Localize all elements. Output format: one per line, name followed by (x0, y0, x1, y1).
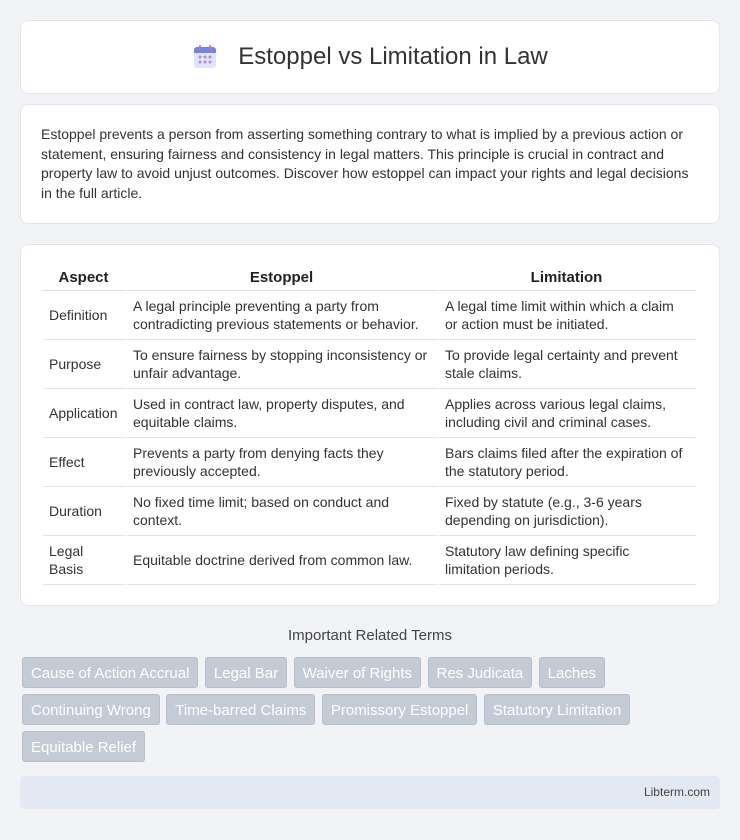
related-terms-list (22, 657, 722, 768)
page-title: Estoppel vs Limitation in Law (238, 43, 548, 70)
intro-card (20, 104, 720, 224)
footer-site-link[interactable]: Libterm.com (643, 785, 710, 799)
estoppel-cell: No fixed time limit; based on conduct and context. (127, 487, 439, 536)
limitation-cell: Fixed by statute (e.g., 3-6 years depending on jurisdiction). (439, 487, 697, 536)
aspect-cell: Application (43, 389, 127, 438)
limitation-cell: Bars claims filed after the expiration of the statutory period. (439, 438, 697, 487)
intro-text: Estoppel prevents a person from asserting something contrary to what is implied by a previous action or statement, ensuring fairness and consistency in legal matters. This principle is crucial in contract and property law to avoid unjust outcomes. Discover how estoppel can impact your rights and legal decisions in the full article. (41, 126, 689, 201)
estoppel-cell: To ensure fairness by stopping inconsistency or unfair advantage. (127, 340, 439, 389)
limitation-cell: To provide legal certainty and prevent stale claims. (439, 340, 697, 389)
header-card (20, 20, 720, 94)
table-row (43, 536, 697, 585)
table-row (43, 438, 697, 487)
estoppel-cell: A legal principle preventing a party from contradicting previous statements or behavior. (127, 291, 439, 340)
aspect-cell: Purpose (43, 340, 127, 389)
limitation-cell: A legal time limit within which a claim or action must be initiated. (439, 291, 697, 340)
estoppel-cell: Equitable doctrine derived from common law. (127, 536, 439, 585)
term-tag[interactable]: Continuing Wrong (22, 694, 160, 725)
related-terms-title: Important Related Terms (288, 627, 452, 644)
term-tag[interactable]: Res Judicata (428, 657, 533, 688)
comparison-table-card (20, 244, 720, 606)
footer (20, 776, 720, 809)
limitation-cell: Statutory law defining specific limitation periods. (439, 536, 697, 585)
term-tag[interactable]: Legal Bar (205, 657, 287, 688)
aspect-cell: Effect (43, 438, 127, 487)
header-aspect: Aspect (43, 265, 127, 291)
term-tag[interactable]: Waiver of Rights (294, 657, 421, 688)
term-tag[interactable]: Laches (539, 657, 605, 688)
estoppel-cell: Used in contract law, property disputes, and equitable claims. (127, 389, 439, 438)
table-row (43, 389, 697, 438)
comparison-table (43, 265, 697, 585)
aspect-cell: Duration (43, 487, 127, 536)
table-header-row (43, 265, 697, 291)
table-row (43, 487, 697, 536)
limitation-cell: Applies across various legal claims, including civil and criminal cases. (439, 389, 697, 438)
term-tag[interactable]: Promissory Estoppel (322, 694, 478, 725)
calendar-icon (192, 44, 218, 70)
header-estoppel: Estoppel (127, 265, 439, 291)
term-tag[interactable]: Cause of Action Accrual (22, 657, 198, 688)
header-limitation: Limitation (439, 265, 697, 291)
aspect-cell: Legal Basis (43, 536, 127, 585)
term-tag[interactable]: Equitable Relief (22, 731, 145, 762)
aspect-cell: Definition (43, 291, 127, 340)
term-tag[interactable]: Time-barred Claims (166, 694, 315, 725)
table-row (43, 291, 697, 340)
estoppel-cell: Prevents a party from denying facts they previously accepted. (127, 438, 439, 487)
term-tag[interactable]: Statutory Limitation (484, 694, 630, 725)
table-row (43, 340, 697, 389)
